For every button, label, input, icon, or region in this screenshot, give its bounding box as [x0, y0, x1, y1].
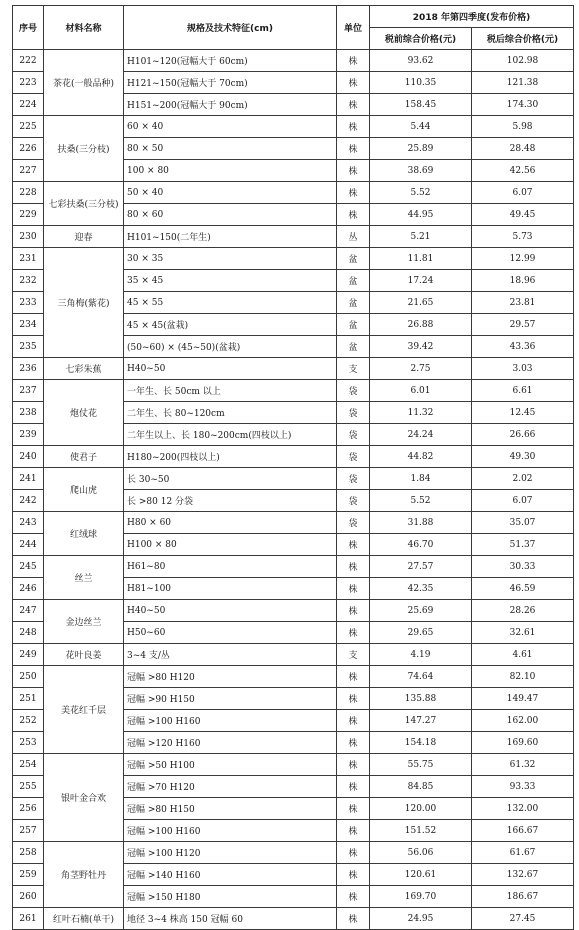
unit-cell: 袋: [337, 490, 370, 512]
price-table-page: [12, 5, 573, 930]
unit-cell: 支: [337, 644, 370, 666]
table-row: [13, 908, 574, 930]
pre-tax-price: 31.88: [370, 512, 472, 534]
unit-cell: 株: [337, 138, 370, 160]
spec-cell: 长 >80 12 分袋: [124, 490, 337, 512]
pre-tax-price: 5.52: [370, 490, 472, 512]
post-tax-price: 28.48: [472, 138, 574, 160]
row-number: 238: [13, 402, 44, 424]
spec-cell: 冠幅 >100 H120: [124, 842, 337, 864]
row-number: 245: [13, 556, 44, 578]
spec-cell: 100 × 80: [124, 160, 337, 182]
table-row: [13, 182, 574, 204]
table-row: [13, 446, 574, 468]
table-row: [13, 512, 574, 534]
pre-tax-price: 154.18: [370, 732, 472, 754]
post-tax-price: 93.33: [472, 776, 574, 798]
row-number: 246: [13, 578, 44, 600]
row-number: 248: [13, 622, 44, 644]
post-tax-price: 162.00: [472, 710, 574, 732]
post-tax-price: 4.61: [472, 644, 574, 666]
pre-tax-price: 5.44: [370, 116, 472, 138]
material-name: 红叶石楠(单干): [44, 908, 124, 930]
row-number: 249: [13, 644, 44, 666]
unit-cell: 袋: [337, 424, 370, 446]
spec-cell: H40~50: [124, 600, 337, 622]
post-tax-price: 49.30: [472, 446, 574, 468]
table-row: [13, 754, 574, 776]
pre-tax-price: 56.06: [370, 842, 472, 864]
pre-tax-price: 1.84: [370, 468, 472, 490]
unit-cell: 株: [337, 622, 370, 644]
unit-cell: 株: [337, 908, 370, 930]
spec-cell: H40~50: [124, 358, 337, 380]
row-number: 239: [13, 424, 44, 446]
post-tax-price: 18.96: [472, 270, 574, 292]
pre-tax-price: 110.35: [370, 72, 472, 94]
row-number: 244: [13, 534, 44, 556]
unit-cell: 株: [337, 116, 370, 138]
unit-cell: 株: [337, 842, 370, 864]
table-row: [13, 600, 574, 622]
spec-cell: 冠幅 >70 H120: [124, 776, 337, 798]
spec-cell: H100 × 80: [124, 534, 337, 556]
spec-cell: 冠幅 >100 H160: [124, 710, 337, 732]
unit-cell: 盆: [337, 292, 370, 314]
pre-tax-price: 84.85: [370, 776, 472, 798]
row-number: 231: [13, 248, 44, 270]
spec-cell: 50 × 40: [124, 182, 337, 204]
row-number: 222: [13, 50, 44, 72]
post-tax-price: 28.26: [472, 600, 574, 622]
pre-tax-price: 21.65: [370, 292, 472, 314]
pre-tax-price: 2.75: [370, 358, 472, 380]
material-name: 茶花(一般品种): [44, 50, 124, 116]
spec-cell: 二年生、长 80~120cm: [124, 402, 337, 424]
row-number: 247: [13, 600, 44, 622]
pre-tax-price: 74.64: [370, 666, 472, 688]
row-number: 258: [13, 842, 44, 864]
unit-cell: 袋: [337, 380, 370, 402]
pre-tax-price: 158.45: [370, 94, 472, 116]
table-row: [13, 380, 574, 402]
unit-cell: 株: [337, 160, 370, 182]
pre-tax-price: 46.70: [370, 534, 472, 556]
post-tax-price: 6.61: [472, 380, 574, 402]
spec-cell: H81~100: [124, 578, 337, 600]
header-seq: 序号: [13, 6, 44, 50]
row-number: 230: [13, 226, 44, 248]
unit-cell: 袋: [337, 402, 370, 424]
pre-tax-price: 24.95: [370, 908, 472, 930]
pre-tax-price: 120.00: [370, 798, 472, 820]
table-row: [13, 644, 574, 666]
spec-cell: H121~150(冠幅大于 70cm): [124, 72, 337, 94]
row-number: 224: [13, 94, 44, 116]
post-tax-price: 166.67: [472, 820, 574, 842]
unit-cell: 株: [337, 204, 370, 226]
table-row: [13, 50, 574, 72]
post-tax-price: 26.66: [472, 424, 574, 446]
pre-tax-price: 147.27: [370, 710, 472, 732]
pre-tax-price: 55.75: [370, 754, 472, 776]
row-number: 243: [13, 512, 44, 534]
header-post-tax: 税后综合价格(元): [472, 28, 574, 50]
pre-tax-price: 17.24: [370, 270, 472, 292]
pre-tax-price: 39.42: [370, 336, 472, 358]
table-row: [13, 556, 574, 578]
row-number: 223: [13, 72, 44, 94]
unit-cell: 盆: [337, 248, 370, 270]
unit-cell: 株: [337, 710, 370, 732]
post-tax-price: 46.59: [472, 578, 574, 600]
unit-cell: 株: [337, 94, 370, 116]
row-number: 236: [13, 358, 44, 380]
row-number: 259: [13, 864, 44, 886]
material-name: 丝兰: [44, 556, 124, 600]
pre-tax-price: 24.24: [370, 424, 472, 446]
unit-cell: 株: [337, 886, 370, 908]
post-tax-price: 27.45: [472, 908, 574, 930]
post-tax-price: 12.45: [472, 402, 574, 424]
spec-cell: H61~80: [124, 556, 337, 578]
post-tax-price: 49.45: [472, 204, 574, 226]
spec-cell: 35 × 45: [124, 270, 337, 292]
post-tax-price: 43.36: [472, 336, 574, 358]
header-unit: 单位: [337, 6, 370, 50]
row-number: 252: [13, 710, 44, 732]
spec-cell: H151~200(冠幅大于 90cm): [124, 94, 337, 116]
price-table: [12, 5, 574, 930]
material-name: 三角梅(紫花): [44, 248, 124, 358]
unit-cell: 丛: [337, 226, 370, 248]
spec-cell: H80 × 60: [124, 512, 337, 534]
pre-tax-price: 6.01: [370, 380, 472, 402]
spec-cell: H50~60: [124, 622, 337, 644]
row-number: 242: [13, 490, 44, 512]
material-name: 角茎野牡丹: [44, 842, 124, 908]
row-number: 250: [13, 666, 44, 688]
post-tax-price: 5.73: [472, 226, 574, 248]
unit-cell: 株: [337, 72, 370, 94]
unit-cell: 株: [337, 688, 370, 710]
row-number: 253: [13, 732, 44, 754]
post-tax-price: 42.56: [472, 160, 574, 182]
row-number: 234: [13, 314, 44, 336]
unit-cell: 株: [337, 776, 370, 798]
row-number: 254: [13, 754, 44, 776]
material-name: 花叶良姜: [44, 644, 124, 666]
spec-cell: 冠幅 >120 H160: [124, 732, 337, 754]
spec-cell: 冠幅 >50 H100: [124, 754, 337, 776]
post-tax-price: 61.67: [472, 842, 574, 864]
post-tax-price: 102.98: [472, 50, 574, 72]
table-row: [13, 842, 574, 864]
post-tax-price: 30.33: [472, 556, 574, 578]
spec-cell: 45 × 45(盆栽): [124, 314, 337, 336]
pre-tax-price: 29.65: [370, 622, 472, 644]
post-tax-price: 5.98: [472, 116, 574, 138]
unit-cell: 株: [337, 754, 370, 776]
row-number: 232: [13, 270, 44, 292]
row-number: 241: [13, 468, 44, 490]
material-name: 美花红千层: [44, 666, 124, 754]
pre-tax-price: 135.88: [370, 688, 472, 710]
row-number: 257: [13, 820, 44, 842]
unit-cell: 株: [337, 864, 370, 886]
post-tax-price: 32.61: [472, 622, 574, 644]
post-tax-price: 23.81: [472, 292, 574, 314]
post-tax-price: 35.07: [472, 512, 574, 534]
unit-cell: 株: [337, 732, 370, 754]
row-number: 251: [13, 688, 44, 710]
post-tax-price: 3.03: [472, 358, 574, 380]
table-row: [13, 116, 574, 138]
unit-cell: 株: [337, 578, 370, 600]
post-tax-price: 132.00: [472, 798, 574, 820]
post-tax-price: 29.57: [472, 314, 574, 336]
table-row: [13, 248, 574, 270]
post-tax-price: 51.37: [472, 534, 574, 556]
unit-cell: 支: [337, 358, 370, 380]
spec-cell: H101~120(冠幅大于 60cm): [124, 50, 337, 72]
row-number: 226: [13, 138, 44, 160]
header-material: 材料名称: [44, 6, 124, 50]
unit-cell: 株: [337, 600, 370, 622]
unit-cell: 株: [337, 666, 370, 688]
row-number: 256: [13, 798, 44, 820]
pre-tax-price: 151.52: [370, 820, 472, 842]
spec-cell: 80 × 50: [124, 138, 337, 160]
table-body: [13, 50, 574, 930]
unit-cell: 株: [337, 820, 370, 842]
spec-cell: 冠幅 >90 H150: [124, 688, 337, 710]
pre-tax-price: 11.81: [370, 248, 472, 270]
unit-cell: 株: [337, 556, 370, 578]
header-spec: 规格及技术特征(cm): [124, 6, 337, 50]
post-tax-price: 82.10: [472, 666, 574, 688]
pre-tax-price: 4.19: [370, 644, 472, 666]
spec-cell: 一年生、长 50cm 以上: [124, 380, 337, 402]
material-name: 金边丝兰: [44, 600, 124, 644]
spec-cell: H180~200(四枝以上): [124, 446, 337, 468]
spec-cell: 45 × 55: [124, 292, 337, 314]
spec-cell: 二年生以上、长 180~200cm(四枝以上): [124, 424, 337, 446]
post-tax-price: 149.47: [472, 688, 574, 710]
row-number: 260: [13, 886, 44, 908]
row-number: 227: [13, 160, 44, 182]
post-tax-price: 12.99: [472, 248, 574, 270]
pre-tax-price: 5.21: [370, 226, 472, 248]
spec-cell: 冠幅 >80 H120: [124, 666, 337, 688]
table-row: [13, 666, 574, 688]
row-number: 233: [13, 292, 44, 314]
post-tax-price: 169.60: [472, 732, 574, 754]
material-name: 迎春: [44, 226, 124, 248]
spec-cell: 3~4 支/丛: [124, 644, 337, 666]
row-number: 228: [13, 182, 44, 204]
unit-cell: 袋: [337, 446, 370, 468]
post-tax-price: 121.38: [472, 72, 574, 94]
material-name: 爬山虎: [44, 468, 124, 512]
spec-cell: 冠幅 >140 H160: [124, 864, 337, 886]
row-number: 229: [13, 204, 44, 226]
spec-cell: 30 × 35: [124, 248, 337, 270]
spec-cell: 地径 3~4 株高 150 冠幅 60: [124, 908, 337, 930]
unit-cell: 袋: [337, 468, 370, 490]
spec-cell: H101~150(二年生): [124, 226, 337, 248]
spec-cell: 冠幅 >150 H180: [124, 886, 337, 908]
header-pre-tax: 税前综合价格(元): [370, 28, 472, 50]
unit-cell: 株: [337, 798, 370, 820]
spec-cell: 80 × 60: [124, 204, 337, 226]
unit-cell: 盆: [337, 314, 370, 336]
spec-cell: 冠幅 >80 H150: [124, 798, 337, 820]
table-row: [13, 226, 574, 248]
row-number: 261: [13, 908, 44, 930]
pre-tax-price: 25.69: [370, 600, 472, 622]
header-period: 2018 年第四季度(发布价格): [370, 6, 574, 28]
unit-cell: 盆: [337, 336, 370, 358]
post-tax-price: 6.07: [472, 182, 574, 204]
table-row: [13, 468, 574, 490]
table-row: [13, 358, 574, 380]
unit-cell: 株: [337, 50, 370, 72]
unit-cell: 盆: [337, 270, 370, 292]
material-name: 扶桑(三分枝): [44, 116, 124, 182]
spec-cell: (50~60) × (45~50)(盆栽): [124, 336, 337, 358]
post-tax-price: 61.32: [472, 754, 574, 776]
material-name: 红绒球: [44, 512, 124, 556]
row-number: 237: [13, 380, 44, 402]
post-tax-price: 2.02: [472, 468, 574, 490]
spec-cell: 冠幅 >100 H160: [124, 820, 337, 842]
spec-cell: 长 30~50: [124, 468, 337, 490]
material-name: 炮仗花: [44, 380, 124, 446]
pre-tax-price: 120.61: [370, 864, 472, 886]
unit-cell: 株: [337, 534, 370, 556]
unit-cell: 袋: [337, 512, 370, 534]
pre-tax-price: 44.82: [370, 446, 472, 468]
pre-tax-price: 27.57: [370, 556, 472, 578]
spec-cell: 60 × 40: [124, 116, 337, 138]
post-tax-price: 132.67: [472, 864, 574, 886]
material-name: 银叶金合欢: [44, 754, 124, 842]
post-tax-price: 6.07: [472, 490, 574, 512]
row-number: 225: [13, 116, 44, 138]
pre-tax-price: 93.62: [370, 50, 472, 72]
pre-tax-price: 42.35: [370, 578, 472, 600]
pre-tax-price: 26.88: [370, 314, 472, 336]
unit-cell: 株: [337, 182, 370, 204]
row-number: 255: [13, 776, 44, 798]
material-name: 使君子: [44, 446, 124, 468]
pre-tax-price: 38.69: [370, 160, 472, 182]
row-number: 235: [13, 336, 44, 358]
row-number: 240: [13, 446, 44, 468]
material-name: 七彩扶桑(三分枝): [44, 182, 124, 226]
post-tax-price: 186.67: [472, 886, 574, 908]
pre-tax-price: 25.89: [370, 138, 472, 160]
post-tax-price: 174.30: [472, 94, 574, 116]
pre-tax-price: 11.32: [370, 402, 472, 424]
pre-tax-price: 169.70: [370, 886, 472, 908]
pre-tax-price: 44.95: [370, 204, 472, 226]
material-name: 七彩朱蕉: [44, 358, 124, 380]
pre-tax-price: 5.52: [370, 182, 472, 204]
